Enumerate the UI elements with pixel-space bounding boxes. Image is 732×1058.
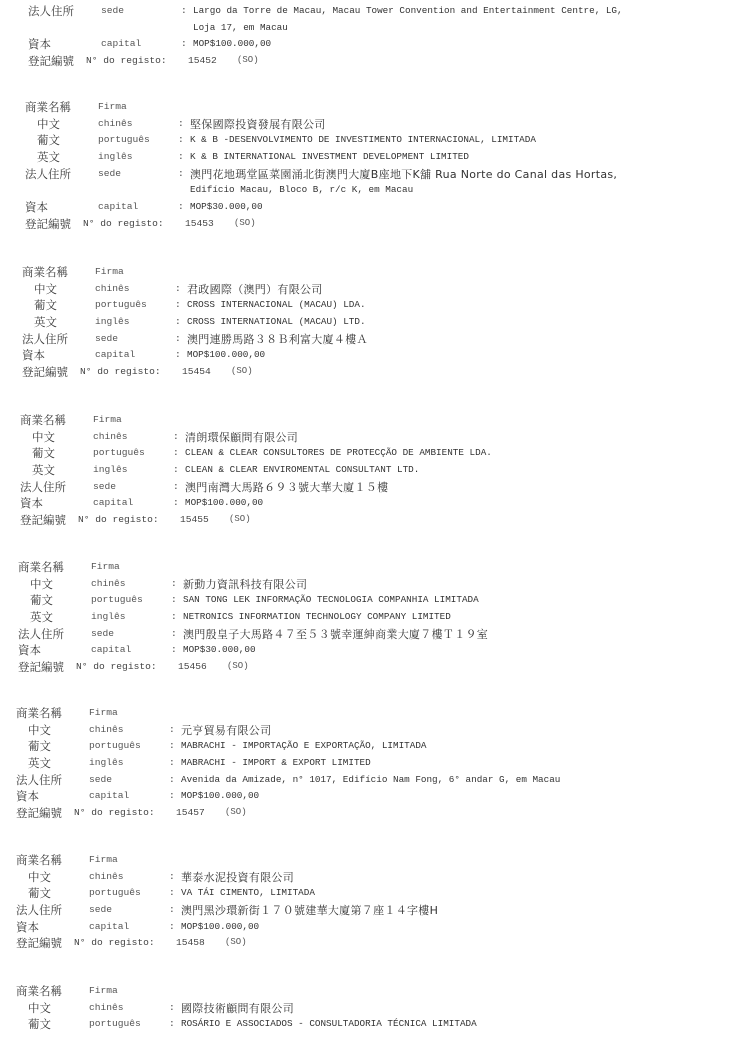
- firma-label-zh: 商業名稱: [18, 560, 64, 574]
- ingles-name: CLEAN & CLEAR ENVIROMENTAL CONSULTANT LTD.: [185, 464, 420, 476]
- capital-label-zh: 資本: [16, 919, 39, 934]
- sede-label-pt: sede: [89, 773, 113, 785]
- firma-label-zh: 商業名稱: [16, 706, 62, 720]
- firma-label-zh: 商業名稱: [25, 100, 71, 114]
- colon: :: [169, 1001, 175, 1013]
- sede-label-zh: 法人住所: [20, 479, 66, 494]
- chines-label-pt: chinês: [89, 723, 124, 735]
- sede-label-zh: 法人住所: [25, 166, 71, 181]
- firma-label-zh: 商業名稱: [16, 853, 62, 867]
- sede-address: Largo da Torre de Macau, Macau Tower Convention and Entertainment Centre, LG,: [193, 5, 623, 16]
- sede-label-pt: sede: [98, 167, 122, 179]
- colon: :: [175, 282, 181, 294]
- portugues-name: K & B -DESENVOLVIMENTO DE INVESTIMENTO INTERNACIONAL, LIMITADA: [190, 134, 536, 146]
- capital-value: MOP$100.000,00: [193, 38, 272, 50]
- capital-label-zh: 資本: [16, 789, 39, 804]
- capital-label-zh: 資本: [18, 643, 41, 658]
- chines-name: 華泰水泥投資有限公司: [181, 870, 294, 884]
- capital-label-pt: capital: [93, 497, 134, 509]
- portugues-label-zh: 葡文: [30, 593, 53, 608]
- colon: :: [171, 577, 177, 589]
- sede-label-zh: 法人住所: [22, 331, 68, 346]
- ingles-name: NETRONICS INFORMATION TECHNOLOGY COMPANY LIMITED: [183, 611, 451, 623]
- portugues-name: CROSS INTERNACIONAL (MACAU) LDA.: [187, 299, 366, 311]
- portugues-label-pt: português: [95, 299, 147, 311]
- portugues-label-zh: 葡文: [28, 739, 51, 754]
- registo-suffix: (SO): [231, 366, 253, 377]
- capital-label-pt: capital: [95, 349, 136, 361]
- firma-label-zh: 商業名稱: [16, 984, 62, 998]
- chines-name: 新動力資訊科技有限公司: [183, 577, 308, 591]
- firma-label-pt: Firma: [95, 266, 124, 277]
- colon: :: [175, 316, 181, 328]
- firma-label-pt: Firma: [93, 414, 122, 425]
- firma-label-pt: Firma: [91, 561, 120, 572]
- colon: :: [169, 920, 175, 932]
- sede-address: Edifício Macau, Bloco B, r/c K, em Macau: [190, 184, 414, 196]
- registo-suffix: (SO): [229, 514, 251, 525]
- firma-label-zh: 商業名稱: [20, 413, 66, 427]
- capital-value: MOP$100.000,00: [187, 349, 266, 361]
- sede-address: 澳門連勝馬路３８Ｂ利富大廈４樓Ａ: [187, 332, 368, 346]
- chines-label-pt: chinês: [89, 1001, 124, 1013]
- registo-label-pt: N° do registo:: [86, 55, 167, 67]
- colon: :: [173, 447, 179, 459]
- sede-label-zh: 法人住所: [28, 4, 74, 18]
- sede-label-pt: sede: [91, 627, 115, 639]
- colon: :: [169, 904, 175, 916]
- colon: :: [178, 151, 184, 163]
- chines-label-zh: 中文: [28, 1000, 51, 1015]
- capital-label-zh: 資本: [20, 496, 43, 511]
- capital-label-zh: 資本: [25, 200, 48, 215]
- chines-name: 元亨貿易有限公司: [181, 723, 272, 737]
- colon: :: [181, 38, 187, 50]
- chines-label-zh: 中文: [34, 281, 57, 296]
- portugues-label-pt: português: [89, 887, 141, 899]
- colon: :: [173, 497, 179, 509]
- ingles-label-zh: 英文: [32, 463, 55, 478]
- colon: :: [175, 332, 181, 344]
- portugues-label-pt: português: [89, 1018, 141, 1030]
- sede-label-zh: 法人住所: [16, 903, 62, 918]
- colon: :: [173, 430, 179, 442]
- sede-label-pt: sede: [89, 904, 113, 916]
- sede-label-zh: 法人住所: [18, 626, 64, 641]
- sede-label-pt: sede: [101, 5, 125, 16]
- portugues-label-zh: 葡文: [28, 886, 51, 901]
- portugues-name: VA TÁI CIMENTO, LIMITADA: [181, 887, 315, 899]
- portugues-name: MABRACHI - IMPORTAÇÃO E EXPORTAÇÃO, LIMITADA: [181, 740, 427, 752]
- chines-label-pt: chinês: [89, 870, 124, 882]
- ingles-label-pt: inglês: [89, 757, 124, 769]
- capital-value: MOP$100.000,00: [185, 497, 264, 509]
- sede-label-pt: sede: [95, 332, 119, 344]
- ingles-label-zh: 英文: [37, 150, 60, 165]
- registo-suffix: (SO): [225, 937, 247, 948]
- registo-label-pt: N° do registo:: [78, 514, 159, 526]
- registo-label-pt: N° do registo:: [74, 937, 155, 949]
- chines-name: 堅保國際投資發展有限公司: [190, 117, 326, 131]
- portugues-label-zh: 葡文: [37, 133, 60, 148]
- capital-label-pt: capital: [91, 644, 132, 656]
- ingles-label-pt: inglês: [91, 611, 126, 623]
- chines-name: 清朗環保顧問有限公司: [185, 430, 298, 444]
- chines-label-pt: chinês: [91, 577, 126, 589]
- registo-label-zh: 登記編號: [18, 660, 64, 675]
- portugues-name: CLEAN & CLEAR CONSULTORES DE PROTECÇÃO DE AMBIENTE LDA.: [185, 447, 492, 459]
- colon: :: [171, 627, 177, 639]
- chines-label-zh: 中文: [30, 576, 53, 591]
- colon: :: [171, 594, 177, 606]
- colon: :: [178, 117, 184, 129]
- sede-address: Avenida da Amizade, n° 1017, Edifício Nam Fong, 6° andar G, em Macau: [181, 773, 561, 785]
- colon: :: [181, 5, 187, 16]
- ingles-label-pt: inglês: [95, 316, 130, 328]
- registo-number: 15457: [176, 807, 205, 819]
- portugues-name: SAN TONG LEK INFORMAÇÃO TECNOLOGIA COMPANHIA LIMITADA: [183, 594, 479, 606]
- colon: :: [171, 644, 177, 656]
- ingles-label-zh: 英文: [30, 610, 53, 625]
- capital-label-zh: 資本: [22, 348, 45, 363]
- portugues-label-zh: 葡文: [32, 446, 55, 461]
- capital-label-pt: capital: [89, 920, 130, 932]
- registo-number: 15456: [178, 661, 207, 673]
- colon: :: [169, 790, 175, 802]
- capital-label-pt: capital: [98, 201, 139, 213]
- ingles-label-pt: inglês: [98, 151, 133, 163]
- registo-label-pt: N° do registo:: [80, 366, 161, 378]
- registo-label-zh: 登記編號: [28, 54, 74, 69]
- colon: :: [169, 870, 175, 882]
- sede-address: 澳門殷皇子大馬路４７至５３號幸運紳商業大廈７樓Ｔ１９室: [183, 627, 489, 641]
- portugues-label-zh: 葡文: [28, 1017, 51, 1032]
- registo-number: 15453: [185, 217, 214, 229]
- colon: :: [173, 464, 179, 476]
- registo-label-pt: N° do registo:: [74, 807, 155, 819]
- colon: :: [175, 299, 181, 311]
- registo-label-zh: 登記編號: [16, 806, 62, 821]
- colon: :: [169, 887, 175, 899]
- ingles-label-zh: 英文: [28, 756, 51, 771]
- portugues-label-pt: português: [93, 447, 145, 459]
- firma-label-pt: Firma: [98, 101, 127, 112]
- sede-address: 澳門黑沙環新街１７０號建華大廈第７座１４字樓H: [181, 904, 439, 918]
- firma-label-pt: Firma: [89, 707, 118, 718]
- colon: :: [178, 134, 184, 146]
- chines-name: 君政國際（澳門）有限公司: [187, 282, 323, 296]
- ingles-name: CROSS INTERNATIONAL (MACAU) LTD.: [187, 316, 366, 328]
- portugues-label-pt: português: [91, 594, 143, 606]
- portugues-label-zh: 葡文: [34, 298, 57, 313]
- ingles-label-pt: inglês: [93, 464, 128, 476]
- colon: :: [169, 773, 175, 785]
- capital-label-zh: 資本: [28, 37, 51, 52]
- firma-label-zh: 商業名稱: [22, 265, 68, 279]
- registo-label-pt: N° do registo:: [83, 217, 164, 229]
- registo-number: 15455: [180, 514, 209, 526]
- registo-suffix: (SO): [237, 55, 259, 66]
- registo-number: 15458: [176, 937, 205, 949]
- registo-label-zh: 登記編號: [20, 513, 66, 528]
- chines-label-pt: chinês: [95, 282, 130, 294]
- colon: :: [169, 1018, 175, 1030]
- registo-label-zh: 登記編號: [25, 216, 71, 231]
- colon: :: [178, 167, 184, 179]
- sede-label-pt: sede: [93, 480, 117, 492]
- sede-address: 澳門南灣大馬路６９３號大華大廈１５樓: [185, 480, 389, 494]
- ingles-name: MABRACHI - IMPORT & EXPORT LIMITED: [181, 757, 371, 769]
- capital-value: MOP$100.000,00: [181, 790, 260, 802]
- ingles-label-zh: 英文: [34, 315, 57, 330]
- chines-label-zh: 中文: [32, 429, 55, 444]
- firma-label-pt: Firma: [89, 854, 118, 865]
- registo-suffix: (SO): [234, 217, 256, 228]
- capital-value: MOP$30.000,00: [190, 201, 263, 213]
- chines-label-pt: chinês: [98, 117, 133, 129]
- firma-label-pt: Firma: [89, 985, 118, 996]
- colon: :: [169, 723, 175, 735]
- registo-number: 15454: [182, 366, 211, 378]
- colon: :: [169, 740, 175, 752]
- chines-label-zh: 中文: [28, 869, 51, 884]
- colon: :: [175, 349, 181, 361]
- chines-label-pt: chinês: [93, 430, 128, 442]
- registo-label-pt: N° do registo:: [76, 661, 157, 673]
- colon: :: [169, 757, 175, 769]
- registo-number: 15452: [188, 55, 217, 67]
- sede-address: 澳門花地瑪堂區菜園涌北街澳門大廈B座地下K舖 Rua Norte do Canal das Hortas,: [190, 167, 618, 181]
- portugues-label-pt: português: [98, 134, 150, 146]
- sede-address: Loja 17, em Macau: [193, 21, 288, 33]
- registo-label-zh: 登記編號: [22, 365, 68, 380]
- portugues-label-pt: português: [89, 740, 141, 752]
- colon: :: [171, 611, 177, 623]
- chines-label-zh: 中文: [28, 722, 51, 737]
- registo-label-zh: 登記編號: [16, 936, 62, 951]
- chines-name: 國際技術顧問有限公司: [181, 1001, 294, 1015]
- capital-label-pt: capital: [89, 790, 130, 802]
- registo-suffix: (SO): [227, 661, 249, 672]
- sede-label-zh: 法人住所: [16, 772, 62, 787]
- ingles-name: K & B INTERNATIONAL INVESTMENT DEVELOPMENT LIMITED: [190, 151, 469, 163]
- registo-suffix: (SO): [225, 807, 247, 818]
- capital-value: MOP$100.000,00: [181, 920, 260, 932]
- portugues-name: ROSÁRIO E ASSOCIADOS - CONSULTADORIA TÉCNICA LIMITADA: [181, 1018, 477, 1030]
- chines-label-zh: 中文: [37, 116, 60, 131]
- capital-value: MOP$30.000,00: [183, 644, 256, 656]
- colon: :: [178, 201, 184, 213]
- colon: :: [173, 480, 179, 492]
- capital-label-pt: capital: [101, 38, 142, 50]
